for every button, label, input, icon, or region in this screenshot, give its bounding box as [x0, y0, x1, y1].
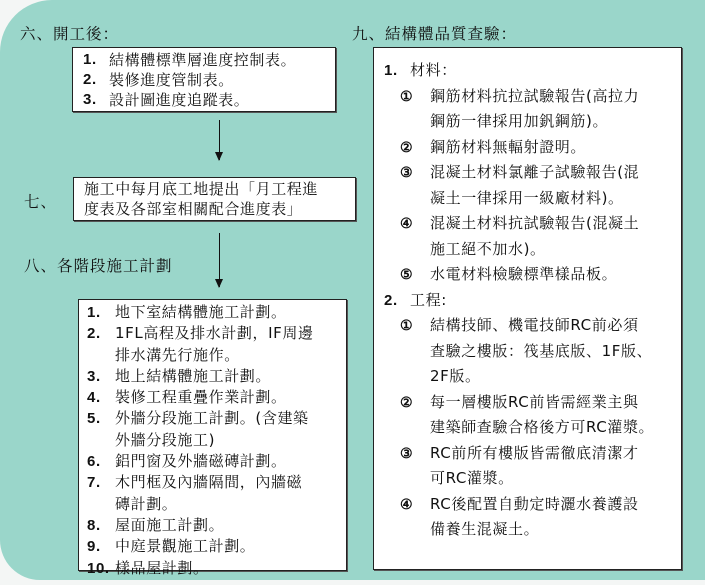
- list-item: [83, 90, 335, 110]
- item-text: 裝修工程重疊作業計劃。: [115, 388, 287, 407]
- section-6-heading: 六、開工後：: [20, 25, 120, 43]
- arrow-down-icon: [219, 120, 220, 160]
- sub-item: [384, 84, 681, 110]
- sub-item-continued: [384, 466, 681, 492]
- sub-item: [384, 390, 681, 416]
- sub-item-continued: [384, 109, 681, 135]
- list-item-continued: [87, 430, 346, 451]
- group-number: 2.: [384, 291, 398, 309]
- circled-number: ⑤: [400, 266, 414, 282]
- circled-number: ①: [400, 87, 414, 104]
- circled-number: ③: [400, 164, 414, 180]
- group-heading: [384, 58, 681, 84]
- sub-item-text: 建築師查驗合格後方可RC灌漿。: [430, 418, 655, 436]
- sub-item-continued: [384, 364, 681, 390]
- section-7-box: [73, 177, 356, 221]
- list-item: [87, 536, 346, 557]
- item-text: 屋面施工計劃。: [115, 515, 225, 534]
- circled-number: ④: [400, 215, 414, 231]
- list-item: [87, 366, 346, 387]
- group-heading: [384, 288, 681, 314]
- item-number: 1.: [87, 304, 101, 321]
- list-item: [87, 387, 346, 408]
- section-8-heading: 八、各階段施工計劃: [24, 257, 173, 275]
- item-number: 2.: [83, 71, 97, 88]
- sub-item: [384, 160, 681, 186]
- item-number: 7.: [87, 474, 101, 492]
- item-number: 1.: [83, 51, 97, 68]
- sub-item-text: 鋼筋材料無輻射證明。: [430, 137, 587, 156]
- sub-item-text: 可RC灌漿。: [430, 469, 514, 487]
- circled-number: ①: [400, 317, 414, 333]
- item-text: 地上結構體施工計劃。: [115, 366, 272, 385]
- sub-item-continued: [384, 339, 681, 365]
- sub-item-text: 每一層樓版RC前皆需經業主與: [430, 392, 639, 411]
- section-7-heading: 七、: [24, 193, 58, 211]
- list-item: [87, 472, 346, 493]
- item-text: 地下室結構體施工計劃。: [115, 303, 287, 321]
- circled-number: ③: [400, 444, 414, 461]
- item-text: 中庭景觀施工計劃。: [115, 537, 256, 556]
- sub-item-text: 鋼筋材料抗拉試驗報告(高拉力: [430, 86, 640, 105]
- list-item: [83, 70, 335, 90]
- item-text: 1FL高程及排水計劃，IF周邊: [115, 324, 314, 343]
- sub-item-continued: [384, 237, 681, 263]
- item-text: 外牆分段施工計劃。(含建築: [115, 409, 309, 428]
- list-item: [87, 302, 346, 323]
- item-text: 設計圖進度追蹤表。: [109, 91, 250, 109]
- item-text: 裝修進度管制表。: [109, 71, 234, 89]
- list-item: [87, 323, 346, 344]
- item-text: 排水溝先行施作。: [115, 345, 240, 364]
- sub-item-text: 2F版。: [430, 367, 481, 385]
- circled-number: ②: [400, 138, 414, 155]
- sub-item-text: RC前所有樓版皆需徹底清潔才: [430, 443, 639, 462]
- section-7-line: 度表及各部室相關配合進度表」: [84, 200, 303, 218]
- sub-item-continued: [384, 415, 681, 441]
- arrow-down-icon: [219, 233, 220, 287]
- sub-item-text: 混凝土材料氯離子試驗報告(混: [430, 163, 640, 181]
- section-8-box: [78, 299, 347, 577]
- item-text: 外牆分段施工): [115, 430, 216, 449]
- sub-item-text: 備養生混凝土。: [430, 520, 540, 538]
- list-item: [87, 408, 346, 429]
- circled-number: ④: [400, 495, 414, 512]
- list-item: [87, 558, 346, 579]
- item-number: 3.: [87, 367, 101, 385]
- sub-item-continued: [384, 186, 681, 212]
- list-item-continued: [87, 345, 346, 366]
- sub-item: [384, 492, 681, 518]
- sub-item-text: 查驗之樓版：筏基底版、1F版、: [430, 341, 653, 360]
- sub-item: [384, 135, 681, 161]
- group-title: 材料：: [410, 61, 457, 79]
- item-text: 磚計劃。: [115, 494, 178, 513]
- item-number: 5.: [87, 410, 101, 428]
- item-number: 2.: [87, 325, 101, 343]
- sub-item: [384, 441, 681, 467]
- sub-item-text: 混凝土材料抗試驗報告(混凝土: [430, 214, 640, 232]
- item-number: 10.: [87, 559, 110, 577]
- item-number: 8.: [87, 516, 101, 534]
- section-7-line: 施工中每月底工地提出「月工程進: [84, 180, 319, 198]
- sub-item-text: RC後配置自動定時灑水養護設: [430, 494, 639, 513]
- sub-item-text: 凝土一律採用一級廠材料)。: [430, 188, 624, 207]
- list-item: [87, 515, 346, 536]
- item-text: 樣品屋計劃。: [115, 558, 209, 577]
- item-text: 結構體標準層進度控制表。: [109, 51, 297, 69]
- sub-item-continued: [384, 517, 681, 543]
- list-item: [87, 451, 346, 472]
- item-number: 9.: [87, 538, 101, 556]
- sub-item: [384, 313, 681, 339]
- list-item-continued: [87, 494, 346, 515]
- sub-item-text: 水電材料檢驗標準樣品板。: [430, 265, 618, 283]
- circled-number: ②: [400, 393, 414, 410]
- item-number: 4.: [87, 389, 101, 407]
- section-6-box: [72, 47, 336, 112]
- list-item: [83, 50, 335, 70]
- group-title: 工程:: [410, 290, 447, 309]
- sub-item: [384, 262, 681, 288]
- item-number: 6.: [87, 453, 101, 471]
- section-9-heading: 九、結構體品質查驗：: [352, 25, 518, 43]
- sub-item: [384, 211, 681, 237]
- sub-item-text: 鋼筋一律採用加釩鋼筋)。: [430, 112, 609, 130]
- item-number: 3.: [83, 91, 97, 108]
- item-text: 鋁門窗及外牆磁磚計劃。: [115, 452, 287, 471]
- group-number: 1.: [384, 62, 398, 79]
- item-text: 木門框及內牆隔間，內牆磁: [115, 473, 303, 492]
- sub-item-text: 結構技師、機電技師RC前必須: [430, 316, 639, 334]
- section-9-box: [373, 47, 682, 570]
- sub-item-text: 施工絕不加水)。: [430, 239, 546, 258]
